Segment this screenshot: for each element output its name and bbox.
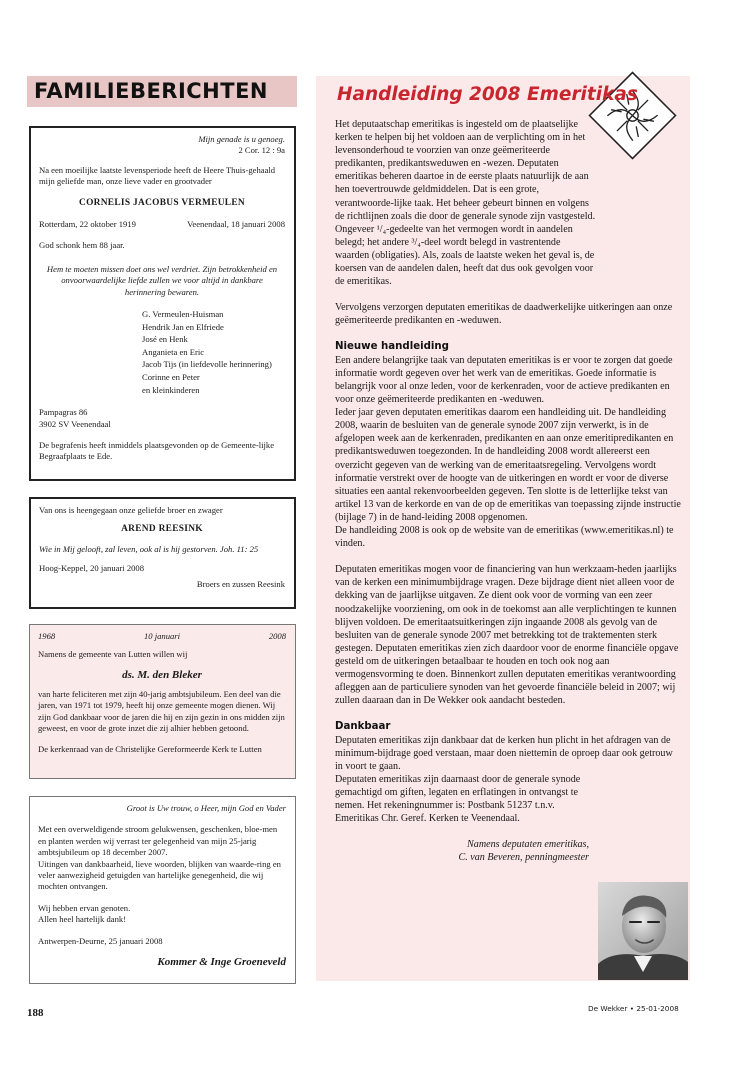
deceased-name: AREND REESINK [121,524,203,535]
verse: Wie in Mij gelooft, zal leven, ook al is hij gestorven. Joh. 11: 25 [39,543,259,554]
notice-body-2: Uitingen van dankbaarheid, lieve woorden, blijken van waarde-ring en veler aanwezigheid getuigden van hartelijke genegenheid, die wij mochten ontvangen. [38,858,281,892]
verse: Mijn genade is u genoeg. [198,134,285,144]
address-line-2: 3902 SV Veenendaal [39,418,111,429]
article-sign-2: C. van Beveren, penningmeester [458,852,589,864]
date-line [38,631,286,642]
article-paragraph: Deputaten emeritikas zijn dankbaar dat de kerken hun plicht in het afdragen van de minimum-bijdrage goed verstaan, maar doen niettemin de oproep daar ook getrouw in voort te gaan. [335,734,673,772]
thanks-line-2: Allen heel hartelijk dank! [38,914,127,925]
address-line-1: Pampagras 86 [39,407,88,418]
born-line: Rotterdam, 22 oktober 1919 [39,219,136,230]
signers-list [142,308,285,396]
signers: Broers en zussen Reesink [196,578,285,589]
year-end: 2008 [268,631,286,641]
article-paragraph: De handleiding 2008 is ook op de website van de emeritikas (www.emeritikas.nl) te vinden. [335,525,674,550]
signer: José en Henk [142,334,188,345]
section-heading-dankbaar: Dankbaar [335,721,391,733]
signer: G. Vermeulen-Huisman [142,309,224,320]
article-paragraph: Het deputaatschap emeritikas is ingesteld om de plaatselijke kerken te helpen bij het voldoen aan de verplichting om in het levensonderhoud te voorzien van onze geëmeriteerde predikanten, predikantsweduwen en -wezen. Deputaten emeritikas beheren daartoe in de eerste plaats natuurlijk de aan hen toevertrouwde geldmiddelen. Dat is een grote, verantwoorde-lijke taak. Het beheer gebeurt binnen en volgens de richtlijnen zoals die door de generale synode zijn vastgesteld. Ongeveer ¹/₄-gedeelte van het vermogen wordt in aandelen belegd; het andere ³/₄-deel wordt belegd in vastrentende waarden (obligaties). Als, zoals de laatste weken het geval is, de koersen van de aandelen dalen, heeft dat dus ook gevolgen voor de emeritikas. [335,119,596,288]
familieberichten-title: FAMILIEBERICHTEN [34,79,269,103]
familieberichten-header [27,76,297,107]
notice-sign: De kerkenraad van de Christelijke Gereformeerde Kerk te Lutten [38,744,262,755]
signer: Jacob Tijs (in liefdevolle herinnering) [142,359,272,370]
jubilee-notice-lutten [29,624,296,779]
place-date: Hoog-Keppel, 20 januari 2008 [39,563,145,574]
article-sign-1: Namens deputaten emeritikas, [467,839,589,851]
notice-body: Met een overweldigende stroom gelukwensen, geschenken, bloe-men en planten werden wij verrast ter gelegenheid van mijn 25-jarig ambtsjubileum op 18 december 2007. [38,824,278,858]
died-line: Veenendaal, 18 januari 2008 [187,219,285,230]
verse: Groot is Uw trouw, o Heer, mijn God en Vader [126,803,286,813]
publication-footer: De Wekker • 25-01-2008 [588,1004,679,1013]
burial-text: De begrafenis heeft inmiddels plaatsgevonden op de Gemeente-lijke Begraafplaats te Ede. [39,440,275,462]
article-paragraph: Deputaten emeritikas zijn daarnaast door de generale synode gemachtigd om giften, legaten en erflatingen in ontvangst te nemen. Het rekeningnummer is: Postbank 51237 t.n.v. Emeritikas Chr. Geref. Kerken te Veenendaal. [335,773,581,825]
year-start: 1968 [38,631,56,641]
page-number: 188 [27,1007,44,1019]
article-paragraph: Vervolgens verzorgen deputaten emeritikas de daadwerkelijke uitkeringen aan onze geëmeriteerde predikanten en -weduwen. [335,302,673,327]
deceased-name: CORNELIS JACOBUS VERMEULEN [79,197,245,208]
signer: en kleinkinderen [142,384,200,395]
death-notice-reesink [29,497,296,609]
remembrance-text: Hem te moeten missen doet ons wel verdriet. Zijn betrokkenheid en onvoorwaardelijke liefde zullen we voor altijd in dankbare herinnering bewaren. [46,263,278,297]
honoree-name: ds. M. den Bleker [122,668,202,681]
notice-body: van harte feliciteren met zijn 40-jarig ambtsjubileum. Een deel van die jaren, van 1971 tot 1979, heeft hij onze gemeente mogen dienen. Wij zijn God dankbaar voor de jaren die hij en zijn gezin in ons midden zijn geweest, en voor de grote inzet die zij alhier hebben getoond. [38,688,285,734]
article-body [335,118,683,865]
thanks-line-1: Wij hebben ervan genoten. [38,902,131,913]
notice-intro: Na een moeilijke laatste levensperiode heeft de Heere Thuis-gehaald mijn geliefde man, onze lieve vader en grootvader [39,164,276,187]
section-heading-nieuwe-handleiding: Nieuwe handleiding [335,341,449,353]
notice-sign: Kommer & Inge Groeneveld [157,956,286,969]
signer: Hendrik Jan en Elfriede [142,321,224,332]
article-paragraph: Een andere belangrijke taak van deputaten emeritikas is er voor te zorgen dat goede informatie wordt gegeven over het werk van de emeritikas. Goede informatie is belangrijk voor al onze leden, voor de kerkenraden, voor de actieve predikanten en voor onze geëmeriteerde predikanten en -weduwen. [335,354,673,406]
verse-ref: 2 Cor. 12 : 9a [238,145,285,156]
age-line: God schonk hem 88 jaar. [39,240,125,251]
article-title: Handleiding 2008 Emeritikas [337,84,638,105]
author-portrait-photo [598,882,688,980]
signer: Anganieta en Eric [142,346,205,357]
death-notice-vermeulen [29,126,296,481]
notice-intro: Van ons is heengegaan onze geliefde broer en zwager [39,505,223,515]
article-paragraph: Deputaten emeritikas mogen voor de financiering van hun werkzaam-heden jaarlijks van de kerken een minimumbijdrage vragen. Deze bijdrage dient niet alleen voor de dekking van de jaarlijkse uitgaven. Ze dient ook voor de vorming van een zeer noodzakelijke voorziening, om ook in de toekomst aan alle verplichtingen te kunnen blijven voldoen. De emeritaatsuitkeringen zijn ingaande 2008 als gevolg van de besluiten van de generale synode 2007 met betrekking tot de traktementen sterk gestegen. Deputaten emeritikas zien zich daardoor voor de enorme financiële opgave gesteld om de uitkeringen betaalbaar te houden en toch ook nog aan vermogensvorming te doen. Binnenkort zullen deputaten emeritikas verantwoording afleggen aan de particuliere synoden van het gevoerde financiële beleid in 2007; wij zullen daaraan dan in De Wekker ook aandacht besteden. [335,564,679,707]
date: 10 januari [143,631,181,641]
notice-intro: Namens de gemeente van Lutten willen wij [38,649,188,660]
article-paragraph: Ieder jaar geven deputaten emeritikas daarom een handleiding uit. De handleiding 2008, waarin de besluiten van de generale synode 2007 zijn verwerkt, is in de afgelopen week aan de kerkenraden, predikanten en aan onze emeritipredikanten en predikantsweduwen toegezonden. In de handleiding 2008 wordt allereerst een overzicht gegeven van de werking van de emeritaatsregeling. Vervolgens wordt informatie verstrekt over de hoogte van de uitkeringen en wordt er voor de diverse situaties een aantal rekenvoorbeelden gegeven. Ten slotte is de letterlijke tekst van artikel 13 van de kerkorde en van de op de emeritikas van toepassing zijnde instructie (bijlage 7) in de hand-leiding 2008 opgenomen. [335,407,681,523]
signer: Corinne en Peter [142,372,200,383]
thanks-notice-groeneveld [29,796,296,984]
place-date: Antwerpen-Deurne, 25 januari 2008 [38,935,163,946]
